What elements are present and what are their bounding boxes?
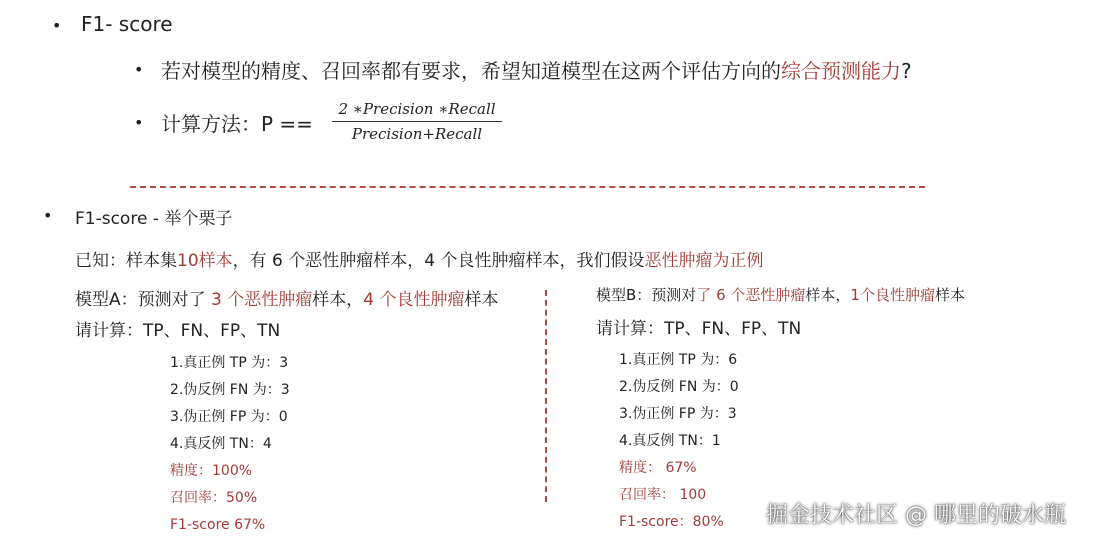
model-a-results bbox=[170, 355, 290, 544]
model-a-title bbox=[75, 285, 499, 310]
definition-text: 若对模型的精度、召回率都有要求，希望知道模型在这两个评估方向的 bbox=[161, 59, 781, 83]
model-a-f1: F1-score 67% bbox=[170, 517, 266, 533]
model-a-hl2: 4 个良性肿瘤 bbox=[363, 290, 465, 310]
model-a-fn: 2.伪反例 FN 为：3 bbox=[170, 382, 290, 398]
model-b-precision: 精度： 67% bbox=[619, 460, 697, 476]
bullet-icon: • bbox=[52, 16, 62, 35]
model-b-fp: 3.伪正例 FP 为：3 bbox=[619, 406, 737, 422]
definition-end: ? bbox=[901, 59, 912, 83]
model-b-hl2: 1个良性肿瘤 bbox=[850, 286, 935, 304]
model-a-prefix: 模型A：预测对了 bbox=[75, 290, 206, 310]
definition-highlight: 综合预测能力 bbox=[781, 59, 901, 83]
model-b-hl1: 了 6 个恶性肿瘤 bbox=[696, 286, 806, 304]
model-b-title bbox=[596, 284, 965, 305]
model-b-tp: 1.真正例 TP 为：6 bbox=[619, 352, 738, 368]
formula-numerator: 2 ∗Precision ∗Recall bbox=[338, 100, 496, 118]
model-a-hl1: 3 个恶性肿瘤 bbox=[205, 290, 313, 310]
model-b-tn: 4.真反例 TN：1 bbox=[619, 433, 721, 449]
formula-fraction bbox=[332, 100, 502, 143]
model-b-results bbox=[619, 352, 739, 541]
known-line bbox=[75, 246, 763, 271]
formula-denominator: Precision+Recall bbox=[351, 125, 483, 143]
watermark: 掘金技术社区 @ 哪里的破水瓶 bbox=[766, 503, 1066, 528]
formula-label: 计算方法：P == bbox=[161, 112, 313, 136]
model-a-tn: 4.真反例 TN：4 bbox=[170, 436, 272, 452]
model-b-ask: 请计算：TP、FN、FP、TN bbox=[596, 319, 802, 339]
model-b-recall: 召回率： 100 bbox=[619, 487, 707, 503]
model-a-end: 样本 bbox=[464, 290, 499, 310]
known-prefix: 已知：样本集 bbox=[75, 251, 177, 271]
model-a-mid: 样本， bbox=[312, 290, 364, 310]
model-b-prefix: 模型B：预测对 bbox=[596, 286, 697, 304]
known-highlight-samples: 10样本 bbox=[177, 251, 233, 271]
model-a-recall: 召回率：50% bbox=[170, 490, 258, 506]
model-b-end: 样本 bbox=[934, 286, 965, 304]
bullet-icon: • bbox=[43, 206, 53, 225]
fraction-bar bbox=[332, 121, 502, 122]
heading-f1-score: F1- score bbox=[81, 12, 173, 36]
definition-line bbox=[161, 55, 912, 84]
example-heading: F1-score - 举个栗子 bbox=[75, 209, 233, 229]
known-middle: ，有 6 个恶性肿瘤样本，4 个良性肿瘤样本，我们假设 bbox=[232, 251, 645, 271]
model-b-mid: 样本， bbox=[805, 286, 851, 304]
model-a-ask: 请计算：TP、FN、FP、TN bbox=[75, 321, 281, 341]
known-highlight-positive: 恶性肿瘤为正例 bbox=[644, 251, 764, 271]
bullet-icon: • bbox=[134, 113, 144, 132]
horizontal-divider bbox=[130, 186, 925, 188]
model-b-fn: 2.伪反例 FN 为：0 bbox=[619, 379, 739, 395]
model-a-fp: 3.伪正例 FP 为：0 bbox=[170, 409, 288, 425]
bullet-icon: • bbox=[134, 60, 144, 79]
vertical-divider bbox=[545, 290, 547, 502]
model-a-tp: 1.真正例 TP 为：3 bbox=[170, 355, 289, 371]
model-a-precision: 精度：100% bbox=[170, 463, 253, 479]
model-b-f1: F1-score：80% bbox=[619, 514, 724, 530]
